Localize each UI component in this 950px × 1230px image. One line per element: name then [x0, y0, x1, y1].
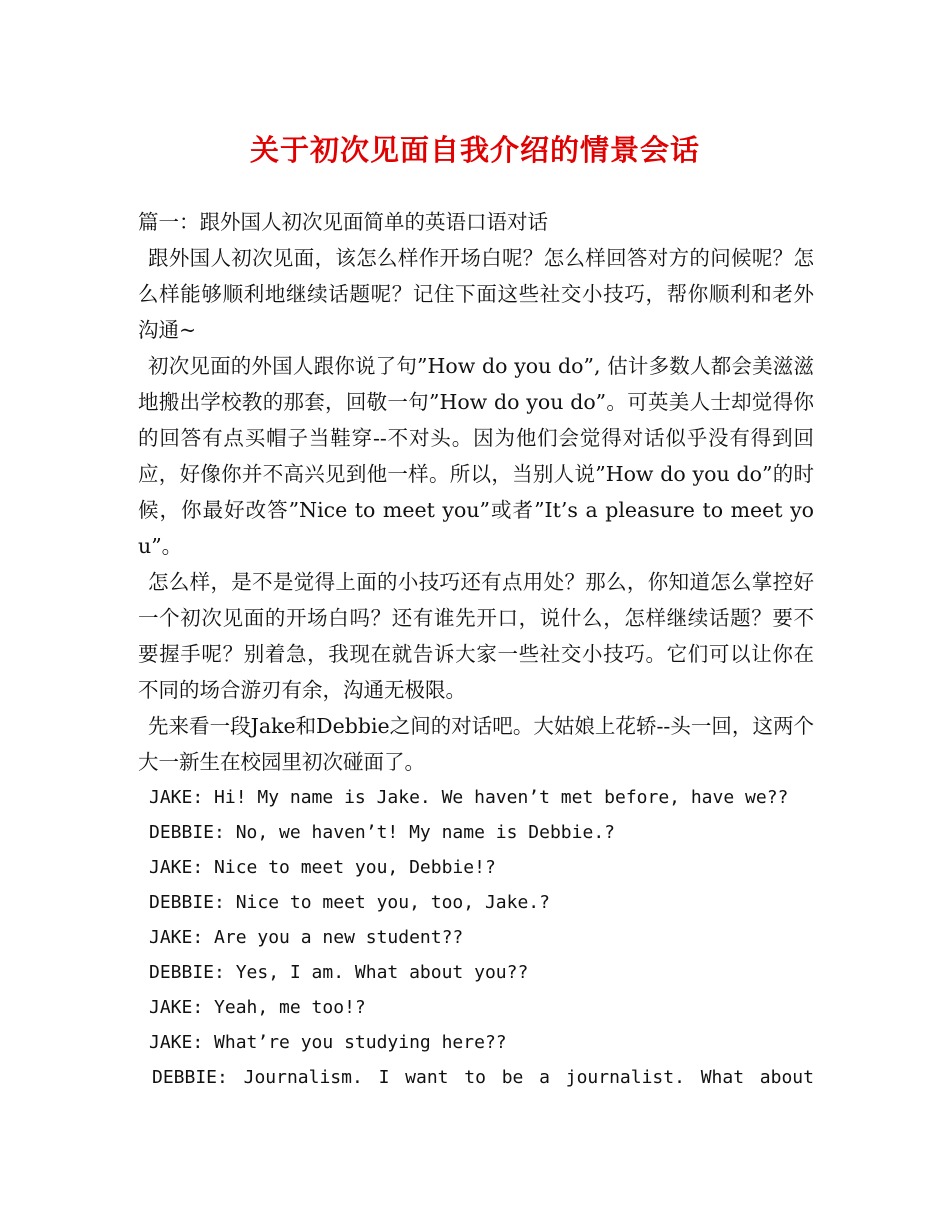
document-title: 关于初次见面自我介绍的情景会话	[249, 133, 700, 167]
paragraph-dialogue-intro: 先来看一段Jake和Debbie之间的对话吧。大姑娘上花轿--头一回，这两个大一新生在校园里初次碰面了。	[138, 714, 814, 774]
dialogue-line: DEBBIE: No, we haven’t! My name is Debbie.?	[149, 822, 615, 843]
dialogue-line: DEBBIE: Journalism. I want to be a journalist. What about	[152, 1067, 814, 1088]
dialogue-line: JAKE: Hi! My name is Jake. We haven’t met before, have we??	[149, 787, 789, 808]
document-body	[138, 204, 814, 1095]
dialogue-line: JAKE: Are you a new student??	[149, 927, 464, 948]
paragraph-tips: 怎么样，是不是觉得上面的小技巧还有点用处？那么，你知道怎么掌控好一个初次见面的开场白吗？还有谁先开口，说什么，怎样继续话题？要不要握手呢？别着急，我现在就告诉大家一些社交小技巧。它们可以让你在不同的场合游刃有余，沟通无极限。	[138, 570, 814, 702]
dialogue	[138, 780, 814, 1095]
dialogue-line: JAKE: Yeah, me too!?	[149, 997, 366, 1018]
dialogue-line: JAKE: What’re you studying here??	[149, 1032, 507, 1053]
paragraph-how-do-you-do: 初次见面的外国人跟你说了句”How do you do”, 估计多数人都会美滋滋地搬出学校教的那套，回敬一句”How do you do”。可英美人士却觉得你的回答有点买帽子当鞋穿--不对头。因为他们会觉得对话似乎没有得到回应，好像你并不高兴见到他一样。所以，当别人说”How do you do”的时候，你最好改答”Nice to meet you”或者”It’s a pleasure to meet you”。	[138, 354, 814, 558]
paragraph-intro: 跟外国人初次见面，该怎么样作开场白呢？怎么样回答对方的问候呢？怎么样能够顺利地继续话题呢？记住下面这些社交小技巧，帮你顺利和老外沟通~	[138, 246, 814, 342]
section-heading: 篇一：跟外国人初次见面简单的英语口语对话	[138, 210, 548, 234]
dialogue-line: DEBBIE: Nice to meet you, too, Jake.?	[149, 892, 550, 913]
dialogue-line: JAKE: Nice to meet you, Debbie!?	[149, 857, 496, 878]
dialogue-line: DEBBIE: Yes, I am. What about you??	[149, 962, 529, 983]
